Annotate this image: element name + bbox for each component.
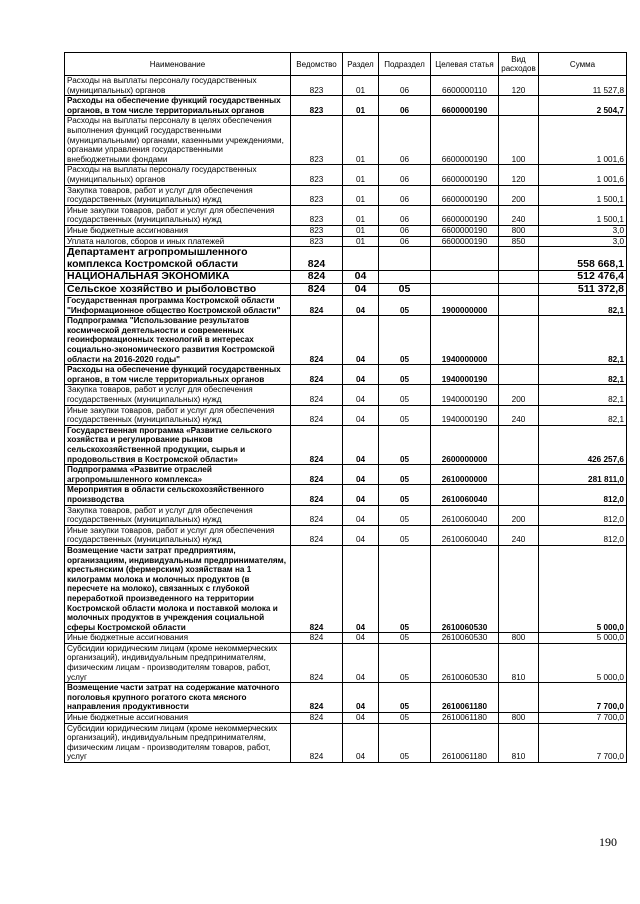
table-row xyxy=(65,96,627,116)
table-row xyxy=(65,405,627,425)
row-name: Закупка товаров, работ и услуг для обеспечения государственных (муниципальных) нужд xyxy=(65,385,291,405)
row-vid-rashodov: 800 xyxy=(499,225,539,236)
row-podrazdel: 05 xyxy=(379,713,431,724)
row-vid-rashodov xyxy=(499,683,539,713)
row-celevaya-statya: 1940000000 xyxy=(431,316,499,365)
table-row xyxy=(65,165,627,185)
row-vid-rashodov: 200 xyxy=(499,385,539,405)
row-name: Департамент агропромышленного комплекса Костромской области xyxy=(65,247,291,271)
table-header-row xyxy=(65,53,627,76)
row-vid-rashodov: 240 xyxy=(499,205,539,225)
table-row xyxy=(65,225,627,236)
row-celevaya-statya: 6600000110 xyxy=(431,76,499,96)
row-celevaya-statya: 6600000190 xyxy=(431,165,499,185)
row-summa: 281 811,0 xyxy=(539,465,627,485)
header-podrazdel: Подраздел xyxy=(379,53,431,76)
table-row xyxy=(65,76,627,96)
table-row xyxy=(65,365,627,385)
row-name: Расходы на выплаты персоналу государственных (муниципальных) органов xyxy=(65,165,291,185)
table-row xyxy=(65,296,627,316)
row-podrazdel: 06 xyxy=(379,76,431,96)
row-razdel: 04 xyxy=(343,723,379,762)
header-name: Наименование xyxy=(65,53,291,76)
row-vid-rashodov xyxy=(499,247,539,271)
row-vid-rashodov: 800 xyxy=(499,713,539,724)
row-celevaya-statya: 2600000000 xyxy=(431,425,499,464)
row-vedomstvo: 824 xyxy=(291,505,343,525)
row-celevaya-statya xyxy=(431,247,499,271)
row-razdel: 04 xyxy=(343,713,379,724)
row-podrazdel: 05 xyxy=(379,643,431,682)
table-row xyxy=(65,525,627,545)
row-name: Иные закупки товаров, работ и услуг для обеспечения государственных (муниципальных) нужд xyxy=(65,205,291,225)
row-vedomstvo: 823 xyxy=(291,76,343,96)
row-summa: 2 504,7 xyxy=(539,96,627,116)
row-name: Подпрограмма "Использование результатов космической деятельности и современных геоинформационных технологий в интересах социально-экономического развития Костромской области на 2016-2020 годы" xyxy=(65,316,291,365)
row-celevaya-statya: 6600000190 xyxy=(431,225,499,236)
row-name: НАЦИОНАЛЬНАЯ ЭКОНОМИКА xyxy=(65,271,291,284)
header-vid-rashodov: Вид расходов xyxy=(499,53,539,76)
table-row xyxy=(65,385,627,405)
row-summa: 812,0 xyxy=(539,505,627,525)
row-vedomstvo: 824 xyxy=(291,633,343,644)
row-vid-rashodov: 810 xyxy=(499,723,539,762)
row-razdel: 01 xyxy=(343,76,379,96)
table-row xyxy=(65,713,627,724)
row-vedomstvo: 824 xyxy=(291,525,343,545)
row-podrazdel: 05 xyxy=(379,296,431,316)
row-celevaya-statya: 6600000190 xyxy=(431,236,499,247)
table-row xyxy=(65,505,627,525)
row-name: Иные закупки товаров, работ и услуг для обеспечения государственных (муниципальных) нужд xyxy=(65,405,291,425)
row-vedomstvo: 824 xyxy=(291,316,343,365)
row-razdel: 04 xyxy=(343,271,379,284)
row-vid-rashodov: 200 xyxy=(499,185,539,205)
row-vedomstvo: 824 xyxy=(291,643,343,682)
row-vedomstvo: 824 xyxy=(291,425,343,464)
row-vedomstvo: 824 xyxy=(291,723,343,762)
row-celevaya-statya: 2610000000 xyxy=(431,465,499,485)
row-celevaya-statya: 2610060040 xyxy=(431,505,499,525)
row-vid-rashodov: 810 xyxy=(499,643,539,682)
row-celevaya-statya: 1900000000 xyxy=(431,296,499,316)
row-vedomstvo: 823 xyxy=(291,116,343,165)
row-summa: 82,1 xyxy=(539,365,627,385)
table-row xyxy=(65,271,627,284)
row-name: Закупка товаров, работ и услуг для обеспечения государственных (муниципальных) нужд xyxy=(65,185,291,205)
row-vid-rashodov: 120 xyxy=(499,165,539,185)
row-name: Иные бюджетные ассигнования xyxy=(65,713,291,724)
row-celevaya-statya: 2610061180 xyxy=(431,723,499,762)
row-summa: 1 500,1 xyxy=(539,185,627,205)
row-vid-rashodov: 100 xyxy=(499,116,539,165)
row-podrazdel: 05 xyxy=(379,723,431,762)
row-vid-rashodov xyxy=(499,465,539,485)
row-summa: 812,0 xyxy=(539,485,627,505)
row-summa: 7 700,0 xyxy=(539,723,627,762)
row-celevaya-statya xyxy=(431,271,499,284)
row-vid-rashodov xyxy=(499,365,539,385)
row-name: Закупка товаров, работ и услуг для обеспечения государственных (муниципальных) нужд xyxy=(65,505,291,525)
row-vid-rashodov xyxy=(499,296,539,316)
row-vedomstvo: 823 xyxy=(291,165,343,185)
row-celevaya-statya: 2610061180 xyxy=(431,683,499,713)
row-summa: 426 257,6 xyxy=(539,425,627,464)
row-razdel: 01 xyxy=(343,165,379,185)
row-celevaya-statya: 2610060530 xyxy=(431,633,499,644)
row-vid-rashodov xyxy=(499,545,539,632)
row-razdel: 01 xyxy=(343,205,379,225)
row-summa: 3,0 xyxy=(539,225,627,236)
row-vedomstvo: 823 xyxy=(291,96,343,116)
row-vedomstvo: 824 xyxy=(291,385,343,405)
row-razdel: 04 xyxy=(343,465,379,485)
row-summa: 11 527,8 xyxy=(539,76,627,96)
table-row xyxy=(65,236,627,247)
row-name: Субсидии юридическим лицам (кроме некоммерческих организаций), индивидуальным предпринимателям, физическим лицам - производителям товаров, работ, услуг xyxy=(65,643,291,682)
table-row xyxy=(65,465,627,485)
row-podrazdel: 06 xyxy=(379,96,431,116)
row-celevaya-statya: 2610060040 xyxy=(431,525,499,545)
row-name: Возмещение части затрат на содержание маточного поголовья крупного рогатого скота мясного направления продуктивности xyxy=(65,683,291,713)
row-vid-rashodov: 240 xyxy=(499,525,539,545)
row-podrazdel: 05 xyxy=(379,283,431,296)
row-vedomstvo: 823 xyxy=(291,185,343,205)
table-row xyxy=(65,247,627,271)
row-podrazdel: 05 xyxy=(379,365,431,385)
row-podrazdel xyxy=(379,247,431,271)
row-celevaya-statya: 1940000190 xyxy=(431,405,499,425)
table-row xyxy=(65,425,627,464)
row-podrazdel: 05 xyxy=(379,405,431,425)
row-summa: 1 500,1 xyxy=(539,205,627,225)
row-celevaya-statya: 2610060040 xyxy=(431,485,499,505)
row-vedomstvo: 824 xyxy=(291,713,343,724)
row-summa: 558 668,1 xyxy=(539,247,627,271)
row-razdel: 01 xyxy=(343,225,379,236)
row-podrazdel: 05 xyxy=(379,385,431,405)
row-razdel: 04 xyxy=(343,405,379,425)
row-vid-rashodov: 800 xyxy=(499,633,539,644)
table-row xyxy=(65,633,627,644)
row-celevaya-statya: 6600000190 xyxy=(431,96,499,116)
row-celevaya-statya: 2610060530 xyxy=(431,545,499,632)
row-summa: 1 001,6 xyxy=(539,116,627,165)
table-row xyxy=(65,723,627,762)
row-razdel: 01 xyxy=(343,185,379,205)
row-podrazdel: 05 xyxy=(379,485,431,505)
row-vedomstvo: 824 xyxy=(291,271,343,284)
row-razdel: 04 xyxy=(343,425,379,464)
row-name: Иные бюджетные ассигнования xyxy=(65,633,291,644)
row-vedomstvo: 824 xyxy=(291,465,343,485)
row-name: Государственная программа «Развитие сельского хозяйства и регулирование рынков сельскохозяйственной продукции, сырья и продовольствия в Костромской области» xyxy=(65,425,291,464)
row-vedomstvo: 824 xyxy=(291,545,343,632)
row-summa: 511 372,8 xyxy=(539,283,627,296)
row-vid-rashodov xyxy=(499,316,539,365)
row-vid-rashodov xyxy=(499,425,539,464)
budget-sheet xyxy=(64,52,626,763)
row-razdel: 04 xyxy=(343,283,379,296)
row-summa: 5 000,0 xyxy=(539,633,627,644)
row-razdel: 01 xyxy=(343,236,379,247)
row-razdel: 04 xyxy=(343,683,379,713)
row-name: Возмещение части затрат предприятиям, организациям, индивидуальным предпринимателям, крестьянским (фермерским) хозяйствам на 1 килограмм молока и молочных продуктов (в пересчете на молоко), связанных с глубокой переработкой произведенного на территории Костромской области молока и поставкой молока и молочных продуктов в учреждения социальной сферы Костромской области xyxy=(65,545,291,632)
row-podrazdel: 06 xyxy=(379,116,431,165)
table-row xyxy=(65,185,627,205)
row-summa: 812,0 xyxy=(539,525,627,545)
row-razdel: 04 xyxy=(343,633,379,644)
header-vedomstvo: Ведомство xyxy=(291,53,343,76)
row-razdel: 04 xyxy=(343,643,379,682)
row-vedomstvo: 823 xyxy=(291,205,343,225)
row-celevaya-statya: 1940000190 xyxy=(431,365,499,385)
row-podrazdel: 05 xyxy=(379,525,431,545)
row-vedomstvo: 824 xyxy=(291,365,343,385)
row-name: Государственная программа Костромской области "Информационное общество Костромской области" xyxy=(65,296,291,316)
row-vedomstvo: 824 xyxy=(291,296,343,316)
row-vid-rashodov: 240 xyxy=(499,405,539,425)
table-row xyxy=(65,683,627,713)
row-podrazdel: 06 xyxy=(379,165,431,185)
row-name: Подпрограмма «Развитие отраслей агропромышленного комплекса» xyxy=(65,465,291,485)
row-celevaya-statya: 6600000190 xyxy=(431,185,499,205)
row-razdel: 04 xyxy=(343,525,379,545)
table-row xyxy=(65,316,627,365)
row-razdel xyxy=(343,247,379,271)
page-number: 190 xyxy=(599,835,617,849)
row-vid-rashodov xyxy=(499,96,539,116)
row-razdel: 04 xyxy=(343,505,379,525)
row-vid-rashodov xyxy=(499,485,539,505)
row-razdel: 04 xyxy=(343,485,379,505)
table-row xyxy=(65,116,627,165)
row-celevaya-statya xyxy=(431,283,499,296)
row-vid-rashodov xyxy=(499,283,539,296)
row-summa: 1 001,6 xyxy=(539,165,627,185)
row-summa: 512 476,4 xyxy=(539,271,627,284)
budget-table xyxy=(64,52,627,763)
row-razdel: 01 xyxy=(343,96,379,116)
row-podrazdel: 06 xyxy=(379,225,431,236)
row-razdel: 04 xyxy=(343,316,379,365)
row-celevaya-statya: 2610061180 xyxy=(431,713,499,724)
row-podrazdel: 05 xyxy=(379,545,431,632)
row-podrazdel: 05 xyxy=(379,425,431,464)
row-name: Сельское хозяйство и рыболовство xyxy=(65,283,291,296)
row-summa: 7 700,0 xyxy=(539,713,627,724)
row-celevaya-statya: 6600000190 xyxy=(431,205,499,225)
row-podrazdel: 06 xyxy=(379,236,431,247)
table-row xyxy=(65,205,627,225)
table-row xyxy=(65,643,627,682)
row-vedomstvo: 823 xyxy=(291,236,343,247)
row-vid-rashodov: 200 xyxy=(499,505,539,525)
table-row xyxy=(65,485,627,505)
row-razdel: 04 xyxy=(343,365,379,385)
header-razdel: Раздел xyxy=(343,53,379,76)
header-celevaya-statya: Целевая статья xyxy=(431,53,499,76)
row-podrazdel: 05 xyxy=(379,505,431,525)
row-vedomstvo: 824 xyxy=(291,485,343,505)
row-name: Расходы на выплаты персоналу в целях обеспечения выполнения функций государственными (муниципальными) органами, казенными учреждениями, органами управления государственными внебюджетными фондами xyxy=(65,116,291,165)
table-row xyxy=(65,545,627,632)
row-summa: 82,1 xyxy=(539,405,627,425)
row-vid-rashodov: 850 xyxy=(499,236,539,247)
row-podrazdel: 05 xyxy=(379,633,431,644)
row-name: Субсидии юридическим лицам (кроме некоммерческих организаций), индивидуальным предпринимателям, физическим лицам - производителям товаров, работ, услуг xyxy=(65,723,291,762)
row-razdel: 04 xyxy=(343,385,379,405)
row-podrazdel xyxy=(379,271,431,284)
row-name: Расходы на выплаты персоналу государственных (муниципальных) органов xyxy=(65,76,291,96)
row-vedomstvo: 824 xyxy=(291,405,343,425)
row-name: Расходы на обеспечение функций государственных органов, в том числе территориальных органов xyxy=(65,96,291,116)
row-podrazdel: 05 xyxy=(379,683,431,713)
row-name: Мероприятия в области сельскохозяйственного производства xyxy=(65,485,291,505)
row-summa: 3,0 xyxy=(539,236,627,247)
row-summa: 7 700,0 xyxy=(539,683,627,713)
row-celevaya-statya: 2610060530 xyxy=(431,643,499,682)
row-vedomstvo: 823 xyxy=(291,225,343,236)
row-celevaya-statya: 6600000190 xyxy=(431,116,499,165)
row-summa: 5 000,0 xyxy=(539,545,627,632)
row-podrazdel: 06 xyxy=(379,185,431,205)
header-summa: Сумма xyxy=(539,53,627,76)
row-vedomstvo: 824 xyxy=(291,247,343,271)
row-razdel: 04 xyxy=(343,296,379,316)
row-summa: 5 000,0 xyxy=(539,643,627,682)
row-summa: 82,1 xyxy=(539,385,627,405)
row-podrazdel: 06 xyxy=(379,205,431,225)
row-podrazdel: 05 xyxy=(379,316,431,365)
row-vedomstvo: 824 xyxy=(291,683,343,713)
row-summa: 82,1 xyxy=(539,296,627,316)
row-vid-rashodov xyxy=(499,271,539,284)
table-body xyxy=(65,76,627,763)
row-name: Уплата налогов, сборов и иных платежей xyxy=(65,236,291,247)
row-name: Иные закупки товаров, работ и услуг для обеспечения государственных (муниципальных) нужд xyxy=(65,525,291,545)
row-vid-rashodov: 120 xyxy=(499,76,539,96)
row-celevaya-statya: 1940000190 xyxy=(431,385,499,405)
row-name: Иные бюджетные ассигнования xyxy=(65,225,291,236)
row-vedomstvo: 824 xyxy=(291,283,343,296)
table-row xyxy=(65,283,627,296)
row-name: Расходы на обеспечение функций государственных органов, в том числе территориальных органов xyxy=(65,365,291,385)
row-summa: 82,1 xyxy=(539,316,627,365)
row-razdel: 01 xyxy=(343,116,379,165)
row-razdel: 04 xyxy=(343,545,379,632)
row-podrazdel: 05 xyxy=(379,465,431,485)
